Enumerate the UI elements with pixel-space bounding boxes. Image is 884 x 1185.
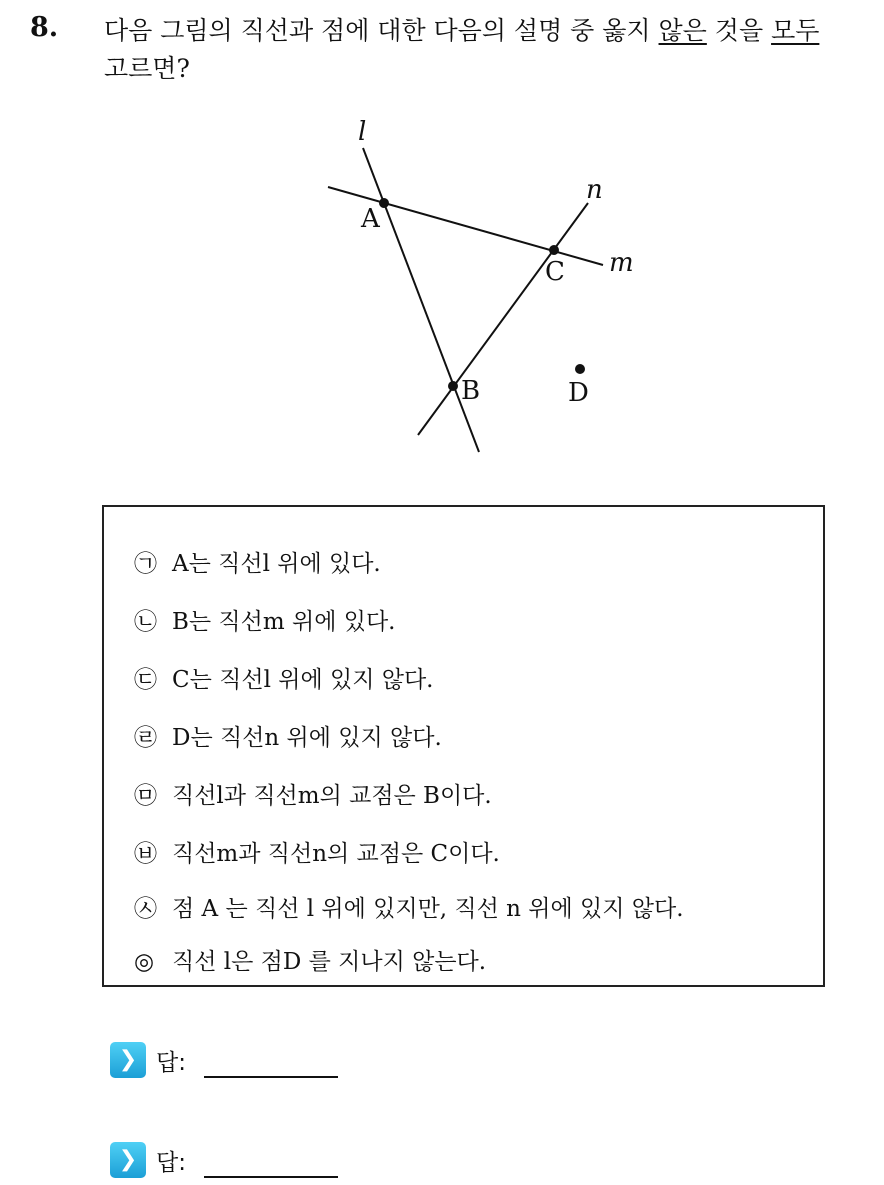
point-c <box>549 245 559 255</box>
statement-marker: ㉣ <box>134 725 157 751</box>
statement-text: 직선l과 직선m의 교점은 B이다. <box>172 783 492 809</box>
statement-text: 직선 l은 점D 를 지나지 않는다. <box>172 949 487 975</box>
statement-item <box>134 719 442 752</box>
answer-row <box>110 1042 338 1078</box>
statement-text: 점 A 는 직선 l 위에 있지만, 직선 n 위에 있지 않다. <box>172 896 684 922</box>
answer-blank[interactable] <box>204 1048 338 1078</box>
question-number: 8. <box>30 12 59 43</box>
label-m: m <box>609 248 634 278</box>
statement-text: C는 직선l 위에 있지 않다. <box>172 667 434 693</box>
answer-label: 답: <box>156 1049 186 1076</box>
statement-text: 직선m과 직선n의 교점은 C이다. <box>172 841 500 867</box>
point-d <box>575 364 585 374</box>
label-b: B <box>461 376 481 406</box>
label-n: n <box>586 175 603 205</box>
statement-text: B는 직선m 위에 있다. <box>172 609 396 635</box>
statement-marker: ◎ <box>134 949 155 975</box>
line-n <box>418 203 588 435</box>
question-text <box>104 12 874 88</box>
statement-item <box>134 943 486 976</box>
question-text-part1: 다음 그림의 직선과 점에 대한 다음의 설명 중 옳지 <box>104 16 651 45</box>
label-d: D <box>568 378 589 408</box>
line-l <box>363 148 479 452</box>
label-l: l <box>358 117 367 147</box>
statement-item <box>134 777 492 810</box>
geometry-figure <box>300 110 660 460</box>
answer-label: 답: <box>156 1149 186 1176</box>
statement-marker: ㉥ <box>134 841 157 867</box>
statement-marker: ㉦ <box>134 896 157 922</box>
statement-item <box>134 603 395 636</box>
statement-item <box>134 661 433 694</box>
underlined-word-all: 모두 <box>771 16 820 45</box>
statement-item <box>134 890 684 923</box>
answer-row <box>110 1142 338 1178</box>
label-c: C <box>545 257 565 287</box>
statement-marker: ㉠ <box>134 551 157 577</box>
statement-text: D는 직선n 위에 있지 않다. <box>172 725 442 751</box>
statement-marker: ㉡ <box>134 609 157 635</box>
label-a: A <box>361 204 380 234</box>
statement-marker: ㉤ <box>134 783 157 809</box>
point-a <box>379 198 389 208</box>
statement-item <box>134 545 381 578</box>
arrow-icon: ❯ <box>110 1142 146 1178</box>
question-text-part2: 것을 <box>714 16 764 45</box>
statement-text: A는 직선l 위에 있다. <box>172 551 381 577</box>
arrow-icon: ❯ <box>110 1042 146 1078</box>
question-text-part3: 고르면? <box>104 54 190 83</box>
underlined-word-not: 않은 <box>658 16 707 45</box>
statement-marker: ㉢ <box>134 667 157 693</box>
statement-box <box>102 505 825 987</box>
point-b <box>448 381 458 391</box>
answer-blank[interactable] <box>204 1148 338 1178</box>
statement-item <box>134 835 500 868</box>
